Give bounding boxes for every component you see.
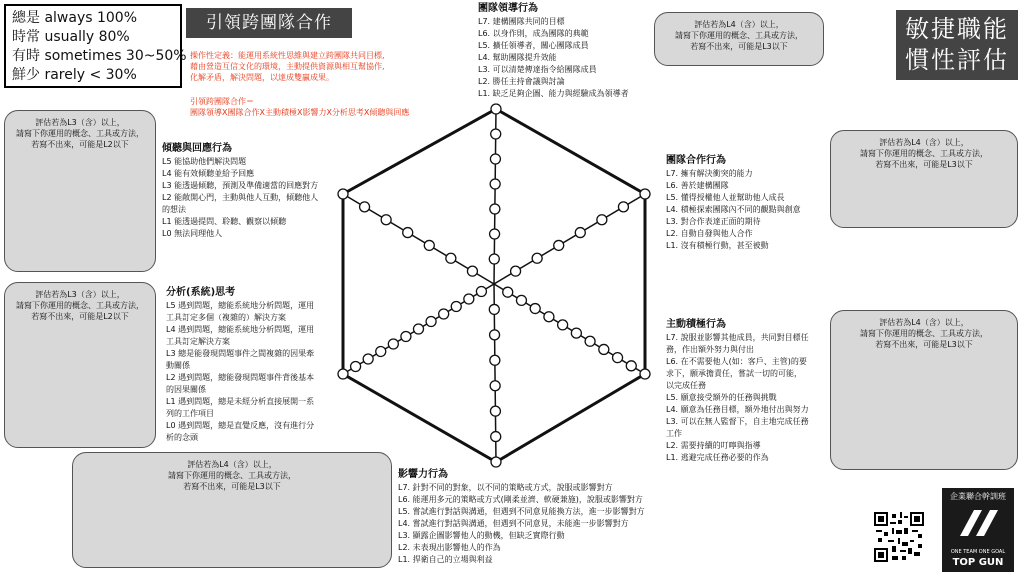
level-dot[interactable]	[599, 344, 609, 354]
level-dot[interactable]	[451, 302, 461, 312]
level-dot[interactable]	[439, 309, 449, 319]
level-dot[interactable]	[503, 287, 513, 297]
level-dot[interactable]	[544, 312, 554, 322]
level-dot[interactable]	[626, 361, 636, 371]
topgun-badge	[942, 488, 1014, 572]
topgun-logo-icon	[956, 508, 1000, 538]
level-dot[interactable]	[381, 215, 391, 225]
legend-item: 有時 sometimes 30~50%	[12, 48, 187, 64]
level-dot[interactable]	[363, 354, 373, 364]
legend-item: 鮮少 rarely < 30%	[12, 67, 137, 83]
level-dot[interactable]	[490, 355, 500, 365]
level-dot[interactable]	[597, 215, 607, 225]
level-dot[interactable]	[491, 457, 501, 467]
level-dot[interactable]	[571, 328, 581, 338]
level-dot[interactable]	[490, 154, 500, 164]
level-dot[interactable]	[414, 324, 424, 334]
level-dot[interactable]	[338, 189, 348, 199]
section-teamwork: 團隊合作行為 L7. 擁有解決衝突的能力 L6. 善於建構團隊 L5. 懂得授權他人並幫助他人成長 L4. 積極探索團隊內不同的觀點與創意 L3. 對合作表達正面的期待 L2. 自動自發與他人合作 L1. 沒有積極行動，甚至被動	[666, 155, 801, 250]
level-dot[interactable]	[640, 189, 650, 199]
level-dot[interactable]	[426, 317, 436, 327]
level-dot[interactable]	[376, 347, 386, 357]
level-dot[interactable]	[575, 228, 585, 238]
competency-title: 引領跨團隊合作	[186, 8, 352, 38]
level-dot[interactable]	[490, 204, 500, 214]
badge-name: TOP GUN	[952, 557, 1004, 568]
level-dot[interactable]	[403, 228, 413, 238]
section-influence: 影響力行為 L7. 針對不同的對象，以不同的策略或方式，說服或影響對方 L6. 能運用多元的策略或方式(剛柔並濟、軟硬兼施)，說服或影響對方 L5. 嘗試進行對話與溝通，但遇到不同意見能換方法，進一步影響對方 L4. 嘗試進行對話與溝通，但遇到不同意見，未能進一步影響對方 L3. 顯露企圖影響他人的動機，但缺乏實際行動 L2. 未表現出影響他人的作為 L1. 捍衛自己的立場與利益	[398, 469, 645, 564]
main-title: 敏捷職能 慣性評估	[896, 10, 1018, 80]
competency-formula: 引領跨團隊合作＝ 團隊領導X團隊合作X主動積極X影響力X分析思考X傾聽與回應	[190, 97, 410, 117]
level-dot[interactable]	[476, 287, 486, 297]
level-dot[interactable]	[401, 332, 411, 342]
level-dot[interactable]	[491, 432, 501, 442]
level-dot[interactable]	[489, 304, 499, 314]
level-dot[interactable]	[338, 369, 348, 379]
level-dot[interactable]	[613, 353, 623, 363]
legend-item: 總是 always 100%	[12, 10, 138, 26]
level-dot[interactable]	[446, 253, 456, 263]
level-dot[interactable]	[511, 266, 521, 276]
level-dot[interactable]	[490, 229, 500, 239]
level-dot[interactable]	[585, 336, 595, 346]
note-box-left-lower: 評估若為L3（含）以上， 請寫下你運用的概念、工具或方法， 若寫不出來，可能是L2以下	[4, 282, 156, 448]
level-dot[interactable]	[554, 240, 564, 250]
level-dot[interactable]	[388, 339, 398, 349]
level-dot[interactable]	[530, 304, 540, 314]
level-dot[interactable]	[491, 129, 501, 139]
level-dot[interactable]	[640, 369, 650, 379]
level-dot[interactable]	[490, 330, 500, 340]
level-dot[interactable]	[490, 406, 500, 416]
level-dot[interactable]	[360, 202, 370, 212]
badge-motto: ONE TEAM ONE GOAL	[950, 549, 1006, 555]
note-box-bottom-left: 評估若為L4（含）以上， 請寫下你運用的概念、工具或方法， 若寫不出來，可能是L3以下	[72, 452, 392, 568]
level-dot[interactable]	[351, 362, 361, 372]
legend-item: 時常 usually 80%	[12, 29, 130, 45]
level-dot[interactable]	[467, 266, 477, 276]
note-box-right-lower: 評估若為L4（含）以上， 請寫下你運用的概念、工具或方法， 若寫不出來，可能是L3以下	[830, 310, 1018, 470]
section-analytical: 分析(系統)思考 L5 遇到問題，總能系統地分析問題，運用 工具訂定多個（複雜的）解決方案 L4 遇到問題，總能系統地分析問題，運用 工具訂定解決方案 L3 總是能發現問題事件之間複雜的因果牽 動關係 L2 遇到問題，總能發現問題事件背後基本 的因果關係 L1 遇到問題，總是未經分析直接展開一系 列的工作項目 L0 遇到問題，總是直覺反應，沒有進行分 析的念頭	[166, 287, 315, 442]
level-dot[interactable]	[558, 320, 568, 330]
level-dot[interactable]	[490, 381, 500, 391]
section-proactive: 主動積極行為 L7. 說服並影響其他成員，共同對目標任 務，作出額外努力與付出 L6. 在不需要他人(如：客戶、主管)的要 求下，願承擔責任，嘗試一切的可能， 以完成任務 L5. 願意接受額外的任務與挑戰 L4. 願意為任務目標，額外地付出與努力 L3. 可以在無人監督下，自主地完成任務 工作 L2. 需要持續的叮嚀與指導 L1. 逃避完成任務必要的作為	[666, 319, 809, 462]
level-dot[interactable]	[491, 104, 501, 114]
badge-org: 企業聯合幹訓班	[950, 492, 1006, 501]
level-dot[interactable]	[490, 179, 500, 189]
level-dot[interactable]	[532, 253, 542, 263]
note-box-left-upper: 評估若為L3（含）以上， 請寫下你運用的概念、工具或方法， 若寫不出來，可能是L2以下	[4, 110, 156, 272]
level-dot[interactable]	[424, 240, 434, 250]
level-dot[interactable]	[489, 254, 499, 264]
section-listening: 傾聽與回應行為 L5 能協助他們解決問題 L4 能有效傾聽並給予回應 L3 能透過傾聽，預測及準備適當的回應對方 L2 能敞開心門，主動與他人互動，傾聽他人 的想法 L1 能透過提問、聆聽、觀察以傾聽 L0 無法同理他人	[162, 143, 319, 238]
note-box-top-right: 評估若為L4（含）以上， 請寫下你運用的概念、工具或方法， 若寫不出來，可能是L3以下	[654, 12, 824, 66]
qr-code[interactable]	[874, 512, 924, 562]
level-dot[interactable]	[618, 202, 628, 212]
section-team-leadership: 團隊領導行為 L7. 建構團隊共同的目標 L6. 以身作則，成為團隊的典範 L5. 擴任領導者，關心團隊成員 L4. 幫助團隊提升效能 L3. 可以清楚傳達指令給團隊成員 L2. 勝任主持會議與討論 L1. 缺乏足夠企圖、能力與經驗成為領導者	[478, 3, 629, 98]
level-dot[interactable]	[516, 295, 526, 305]
level-dot[interactable]	[464, 294, 474, 304]
operational-definition: 操作性定義：能運用系統性思維與建立跨團隊共同目標, 藉由營造互信文化的環境，主動提供資源與相互幫協作, 化解矛盾，解決問題，以達成雙贏成果。	[190, 51, 385, 82]
note-box-right-upper: 評估若為L4（含）以上， 請寫下你運用的概念、工具或方法， 若寫不出來，可能是L3以下	[830, 130, 1018, 228]
